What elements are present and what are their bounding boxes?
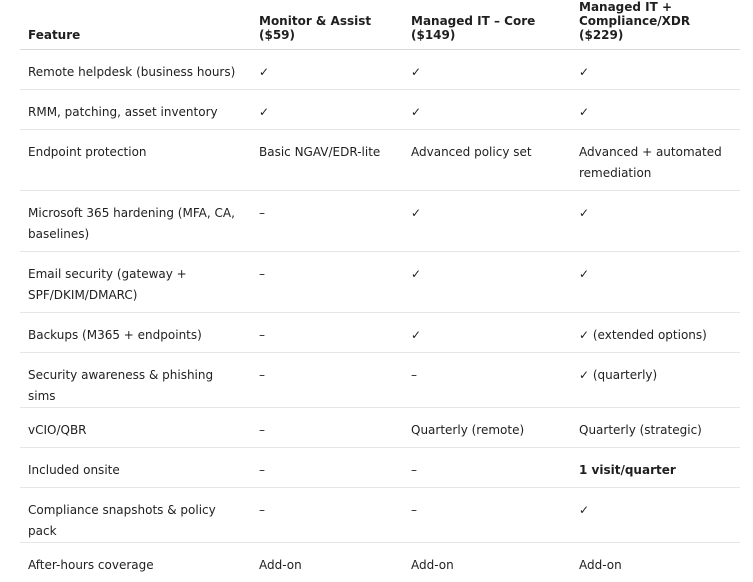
value-cell: Advanced + automated remediation — [571, 130, 740, 191]
value-cell: ✓ — [571, 488, 740, 543]
feature-cell: Security awareness & phishing sims — [20, 353, 251, 408]
value-cell: ✓ — [571, 252, 740, 313]
table-row — [20, 191, 740, 252]
value-cell: Advanced policy set — [403, 130, 571, 191]
table-row — [20, 448, 740, 488]
value-cell: ✓ — [403, 313, 571, 353]
table-row — [20, 313, 740, 353]
feature-cell: Included onsite — [20, 448, 251, 488]
feature-cell: vCIO/QBR — [20, 408, 251, 448]
value-cell: – — [251, 408, 403, 448]
table-row — [20, 488, 740, 543]
value-cell: ✓ — [571, 191, 740, 252]
value-cell: – — [403, 353, 571, 408]
value-cell: ✓ — [403, 191, 571, 252]
value-cell: ✓ — [403, 90, 571, 130]
value-cell: – — [251, 191, 403, 252]
table-row — [20, 252, 740, 313]
value-cell: ✓ — [251, 50, 403, 90]
table-row — [20, 543, 740, 582]
feature-cell: Remote helpdesk (business hours) — [20, 50, 251, 90]
value-cell: ✓ (quarterly) — [571, 353, 740, 408]
value-cell: Quarterly (strategic) — [571, 408, 740, 448]
value-cell: Basic NGAV/EDR-lite — [251, 130, 403, 191]
column-header-feature: Feature — [20, 0, 251, 50]
feature-cell: RMM, patching, asset inventory — [20, 90, 251, 130]
feature-cell: Compliance snapshots & policy pack — [20, 488, 251, 543]
feature-cell: Microsoft 365 hardening (MFA, CA, baselines) — [20, 191, 251, 252]
pricing-comparison-table — [20, 0, 740, 582]
value-cell: ✓ — [571, 90, 740, 130]
feature-cell: After-hours coverage — [20, 543, 251, 582]
value-cell: ✓ — [571, 50, 740, 90]
header-row — [20, 0, 740, 50]
column-header-monitor-assist: Monitor & Assist ($59) — [251, 0, 403, 50]
feature-cell: Email security (gateway + SPF/DKIM/DMARC) — [20, 252, 251, 313]
table-row — [20, 90, 740, 130]
column-header-managed-compliance: Managed IT + Compliance/XDR ($229) — [571, 0, 740, 50]
value-cell: – — [403, 448, 571, 488]
value-cell: ✓ (extended options) — [571, 313, 740, 353]
value-cell: Add-on — [251, 543, 403, 582]
value-cell-highlight: 1 visit/quarter — [571, 448, 740, 488]
table-row — [20, 50, 740, 90]
value-cell: – — [251, 252, 403, 313]
value-cell: – — [403, 488, 571, 543]
column-header-managed-core: Managed IT – Core ($149) — [403, 0, 571, 50]
table-row — [20, 130, 740, 191]
value-cell: ✓ — [403, 50, 571, 90]
value-cell: Add-on — [403, 543, 571, 582]
value-cell: – — [251, 313, 403, 353]
value-cell: – — [251, 488, 403, 543]
table-row — [20, 408, 740, 448]
value-cell: – — [251, 353, 403, 408]
value-cell: – — [251, 448, 403, 488]
value-cell: Add-on — [571, 543, 740, 582]
value-cell: Quarterly (remote) — [403, 408, 571, 448]
feature-cell: Backups (M365 + endpoints) — [20, 313, 251, 353]
value-cell: ✓ — [251, 90, 403, 130]
value-cell: ✓ — [403, 252, 571, 313]
table-row — [20, 353, 740, 408]
feature-cell: Endpoint protection — [20, 130, 251, 191]
